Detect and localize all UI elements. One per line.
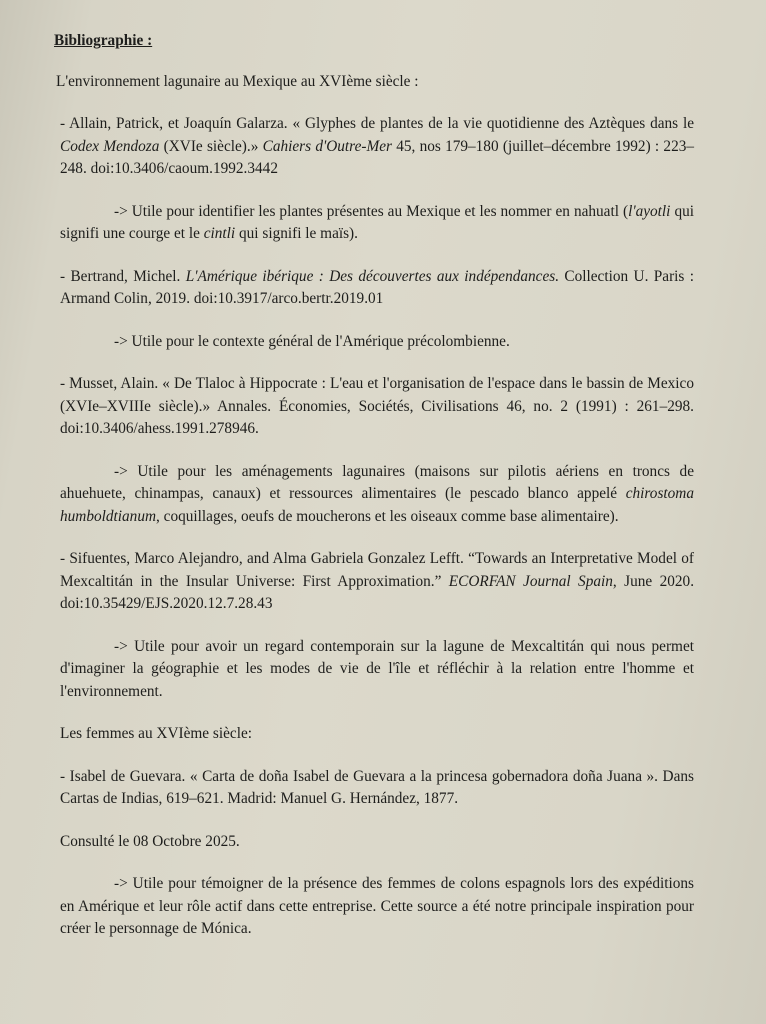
reference-allain-article-b: (XVIe siècle).» bbox=[159, 137, 263, 155]
reference-sifuentes-details: , June 2020. doi:10.35429/EJS.2020.12.7.28.43 bbox=[60, 572, 695, 612]
reference-allain-details: 45, nos 179–180 (juillet–décembre 1992) : 223–248. doi:10.3406/caoum.1992.3442 bbox=[60, 137, 695, 177]
reference-guevara: - Isabel de Guevara. « Carta de doña Isabel de Guevara a la princesa gobernadora doña Juana ». Dans Cartas de Indias, 619–621. Madrid: Manuel G. Hernández, 1877. bbox=[60, 767, 694, 807]
note-allain-b: qui signifi une courge et le bbox=[60, 202, 694, 242]
reference-bertrand bbox=[60, 266, 694, 311]
bibliography-heading: Bibliographie : bbox=[54, 32, 153, 49]
reference-allain-journal: Cahiers d'Outre-Mer bbox=[262, 137, 392, 155]
reference-sifuentes-text: - Sifuentes, Marco Alejandro, and Alma Gabriela Gonzalez Lefft. “Towards an Interpretative Model of Mexcaltitán in the Insular Universe: First Approximation.” bbox=[60, 550, 694, 590]
note-allain-c: qui signifi le maïs). bbox=[235, 225, 358, 242]
note-allain-term1: l'ayotli bbox=[628, 202, 671, 220]
note-allain-a: -> Utile pour identifier les plantes présentes au Mexique et les nommer en nahuatl ( bbox=[114, 202, 629, 220]
note-sifuentes: -> Utile pour avoir un regard contemporain sur la lagune de Mexcaltitán qui nous permet d'imaginer la géographie et les modes de vie de l'île et réfléchir à la relation entre l'homme et l'environnement. bbox=[60, 637, 694, 700]
note-musset-b: , coquillages, oeufs de moucherons et les oiseaux comme base alimentaire). bbox=[156, 507, 619, 525]
reference-bertrand-title: L'Amérique ibérique : Des découvertes aux indépendances. bbox=[185, 267, 560, 285]
note-allain bbox=[60, 201, 694, 246]
reference-allain-authors: - Allain, Patrick, et Joaquín Galarza. bbox=[60, 115, 288, 132]
reference-bertrand-details: Collection U. Paris : Armand Colin, 2019. doi:10.3917/arco.bertr.2019.01 bbox=[60, 267, 695, 307]
reference-sifuentes bbox=[60, 548, 694, 616]
reference-bertrand-authors: - Bertrand, Michel. bbox=[60, 267, 186, 285]
note-musset bbox=[60, 461, 694, 529]
reference-allain-codex: Codex Mendoza bbox=[60, 137, 160, 155]
reference-allain-article-a: « Glyphes de plantes de la vie quotidienne des Aztèques dans le bbox=[287, 115, 694, 132]
note-musset-a: -> Utile pour les aménagements lagunaires (maisons sur pilotis aériens en troncs de ahuehuete, chinampas, canaux) et ressources alimentaires (le pescado blanco appelé bbox=[60, 462, 694, 502]
reference-sifuentes-journal: ECORFAN Journal Spain bbox=[448, 572, 613, 590]
note-allain-term2: cintli bbox=[203, 225, 236, 242]
section-title-women: Les femmes au XVIème siècle: bbox=[60, 725, 252, 742]
note-musset-species: chirostoma humboldtianum bbox=[60, 485, 694, 525]
note-bertrand: -> Utile pour le contexte général de l'Amérique précolombienne. bbox=[114, 332, 510, 350]
section-title-lagoon: L'environnement lagunaire au Mexique au XVIème siècle : bbox=[56, 72, 419, 90]
reference-musset: - Musset, Alain. « De Tlaloc à Hippocrate : L'eau et l'organisation de l'espace dans le bassin de Mexico (XVIe–XVIIIe siècle).» Annales. Économies, Sociétés, Civilisations 46, no. 2 (1991) : 261–298. doi:10.3406/ahess.1991.278946. bbox=[60, 375, 694, 437]
note-guevara: -> Utile pour témoigner de la présence des femmes de colons espagnols lors des expéditions en Amérique et leur rôle actif dans cette entreprise. Cette source a été notre principale inspiration pour créer le personnage de Mónica. bbox=[60, 875, 694, 937]
consulted-date: Consulté le 08 Octobre 2025. bbox=[60, 832, 240, 850]
reference-allain bbox=[60, 113, 694, 181]
